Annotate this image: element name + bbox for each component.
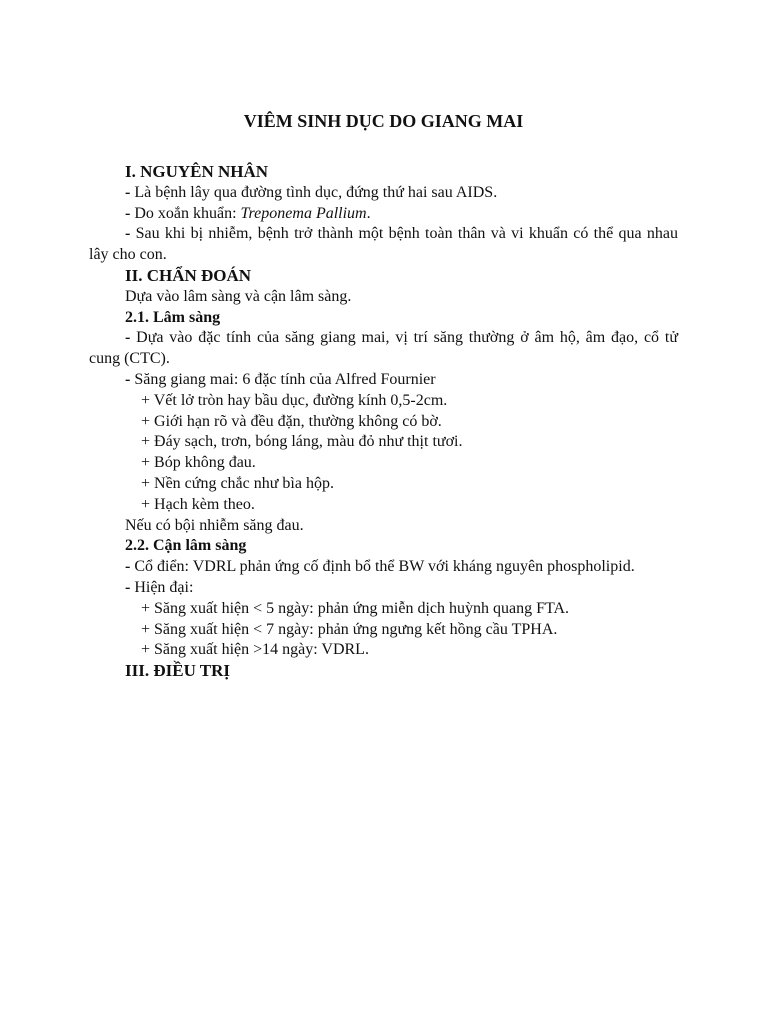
cause-paragraph-3 [89, 224, 678, 266]
dash: - [125, 558, 135, 576]
list-item: + Đáy sạch, trơn, bóng láng, màu đỏ như thịt tươi. [141, 433, 463, 451]
section-heading-diagnosis: II. CHẨN ĐOÁN [125, 265, 252, 285]
document-page [89, 108, 678, 682]
dash: - [125, 183, 135, 201]
dash: - [125, 225, 136, 243]
clinical-text-2: Săng giang mai: 6 đặc tính của Alfred Fournier [134, 370, 436, 388]
subsection-heading-clinical: 2.1. Lâm sàng [125, 308, 221, 326]
document-title: VIÊM SINH DỤC DO GIANG MAI [243, 111, 524, 131]
cause-text-3: Sau khi bị nhiễm, bệnh trở thành một bệnh toàn thân và vi khuẩn có thể qua nhau lây cho con. [89, 225, 678, 264]
paraclinical-text-1: Cổ điển: VDRL phản ứng cố định bổ thể BW với kháng nguyên phospholipid. [134, 558, 635, 576]
section-heading-treatment: III. ĐIỀU TRỊ [125, 661, 231, 681]
dash: - [125, 370, 135, 388]
clinical-paragraph-1 [89, 328, 678, 370]
list-item: + Săng xuất hiện < 7 ngày: phản ứng ngưng kết hồng cầu TPHA. [141, 620, 558, 638]
section-heading-cause: I. NGUYÊN NHÂN [125, 162, 269, 181]
cause-line-2 [89, 204, 678, 225]
cause-line-1 [89, 183, 678, 204]
cause-text-1: Là bệnh lây qua đường tình dục, đứng thứ hai sau AIDS. [134, 183, 498, 201]
list-item: + Giới hạn rõ và đều đặn, thường không có bờ. [141, 412, 442, 430]
list-item: + Bóp không đau. [141, 454, 256, 472]
period: . [366, 204, 371, 222]
dash: - [125, 204, 135, 222]
paraclinical-paragraph-1 [89, 557, 678, 578]
dash: - [125, 578, 135, 596]
subsection-heading-paraclinical: 2.2. Cận lâm sàng [125, 537, 247, 555]
list-item: + Săng xuất hiện >14 ngày: VDRL. [141, 641, 369, 659]
diagnosis-intro: Dựa vào lâm sàng và cận lâm sàng. [125, 287, 352, 305]
list-item: + Vết lở tròn hay bầu dục, đường kính 0,5-2cm. [141, 391, 448, 409]
clinical-text-1: Dựa vào đặc tính của săng giang mai, vị trí săng thường ở âm hộ, âm đạo, cổ tử cung (CTC). [89, 329, 678, 368]
list-item: + Săng xuất hiện < 5 ngày: phản ứng miễn dịch huỳnh quang FTA. [141, 599, 570, 617]
paraclinical-line-2 [89, 578, 678, 599]
pathogen-name: Treponema Pallium [240, 204, 367, 222]
list-item: + Hạch kèm theo. [141, 495, 255, 513]
dash: - [125, 329, 137, 347]
cause-text-2: Do xoắn khuẩn: [134, 204, 241, 222]
paraclinical-text-2: Hiện đại: [134, 578, 194, 596]
list-item: + Nền cứng chắc như bìa hộp. [141, 474, 334, 492]
clinical-line-2 [89, 370, 678, 391]
clinical-note: Nếu có bội nhiễm săng đau. [125, 516, 304, 534]
